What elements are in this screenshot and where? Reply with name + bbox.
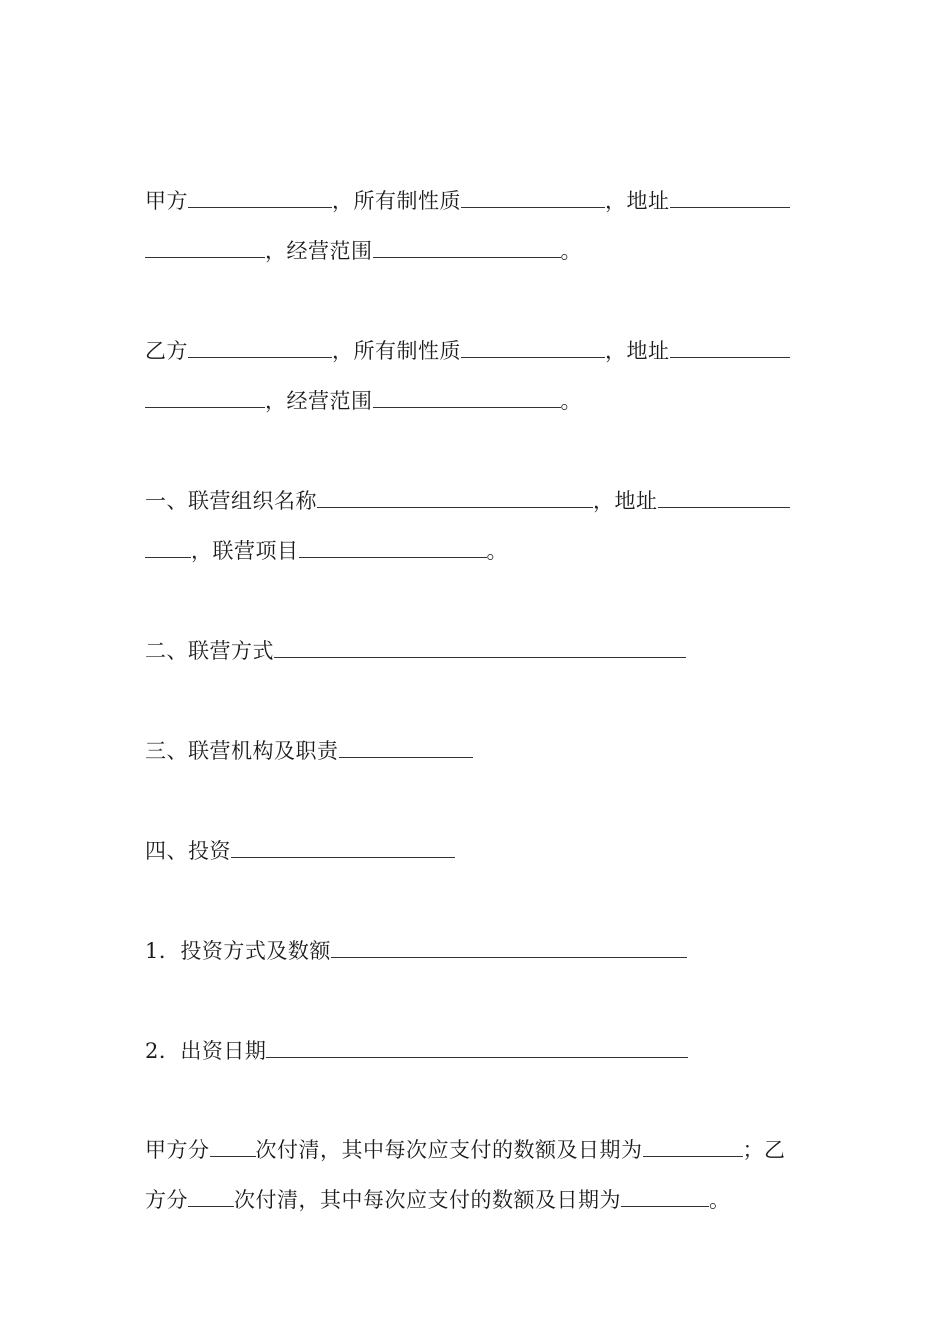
payment-a-label: 甲方分	[145, 1138, 210, 1162]
payment-line-2	[145, 1184, 731, 1214]
section-4-label: 四、投资	[145, 839, 231, 863]
section-3-line	[145, 735, 473, 765]
party-a-scope-label: ，经营范围	[265, 239, 373, 263]
section-1-address-label: ，地址	[593, 489, 658, 513]
item-1-label: 1．投资方式及数额	[145, 939, 331, 963]
party-b-scope-label: ，经营范围	[265, 389, 373, 413]
party-b-ownership-blank[interactable]	[461, 335, 605, 358]
party-a-amount-date-blank[interactable]	[643, 1134, 743, 1157]
party-a-line-2	[145, 235, 582, 265]
joint-venture-project-blank[interactable]	[299, 535, 487, 558]
joint-venture-method-blank[interactable]	[274, 635, 686, 658]
party-b-name-blank[interactable]	[188, 335, 332, 358]
section-1-project-label: ，联营项目	[191, 539, 299, 563]
joint-venture-address-blank[interactable]	[658, 485, 790, 508]
party-a-installments-blank[interactable]	[210, 1134, 256, 1157]
party-b-line-1	[145, 335, 790, 365]
party-b-installments-blank[interactable]	[188, 1184, 234, 1207]
joint-venture-address-blank-cont[interactable]	[145, 535, 191, 558]
contribution-date-blank[interactable]	[266, 1035, 688, 1058]
party-a-line-1	[145, 185, 790, 215]
party-b-address-blank[interactable]	[670, 335, 790, 358]
party-a-ownership-label: ，所有制性质	[332, 189, 461, 213]
party-b-label: 乙方	[145, 339, 188, 363]
section-2-label: 二、联营方式	[145, 639, 274, 663]
party-b-line-2	[145, 385, 582, 415]
party-a-scope-blank[interactable]	[373, 235, 561, 258]
investment-method-amount-blank[interactable]	[331, 935, 687, 958]
party-a-address-label: ，地址	[605, 189, 670, 213]
payment-b-mid: 次付清，其中每次应支付的数额及日期为	[234, 1188, 621, 1212]
section-1-line-1	[145, 485, 790, 515]
party-b-amount-date-blank[interactable]	[621, 1184, 709, 1207]
item-2-line	[145, 1035, 688, 1065]
party-a-address-blank-cont[interactable]	[145, 235, 265, 258]
party-b-address-blank-cont[interactable]	[145, 385, 265, 408]
payment-b-label: 方分	[145, 1188, 188, 1212]
item-2-label: 2．出资日期	[145, 1039, 267, 1063]
payment-line-1	[145, 1134, 786, 1164]
organization-duties-blank[interactable]	[339, 735, 473, 758]
payment-a-mid: 次付清，其中每次应支付的数额及日期为	[255, 1138, 643, 1162]
joint-venture-name-blank[interactable]	[317, 485, 593, 508]
party-a-name-blank[interactable]	[188, 185, 332, 208]
payment-b-end: 。	[709, 1188, 731, 1212]
party-a-ownership-blank[interactable]	[461, 185, 605, 208]
section-3-label: 三、联营机构及职责	[145, 739, 339, 763]
section-4-line	[145, 835, 455, 865]
party-a-label: 甲方	[145, 189, 188, 213]
item-1-line	[145, 935, 687, 965]
party-a-address-blank[interactable]	[670, 185, 790, 208]
investment-blank[interactable]	[231, 835, 455, 858]
party-b-address-label: ，地址	[605, 339, 670, 363]
party-b-end: 。	[560, 389, 582, 413]
party-b-ownership-label: ，所有制性质	[332, 339, 461, 363]
party-b-scope-blank[interactable]	[373, 385, 561, 408]
section-1-line-2	[145, 535, 508, 565]
party-a-end: 。	[560, 239, 582, 263]
section-2-line	[145, 635, 686, 665]
section-1-label: 一、联营组织名称	[145, 489, 317, 513]
payment-a-end: ；乙	[742, 1138, 786, 1162]
section-1-end: 。	[486, 539, 508, 563]
